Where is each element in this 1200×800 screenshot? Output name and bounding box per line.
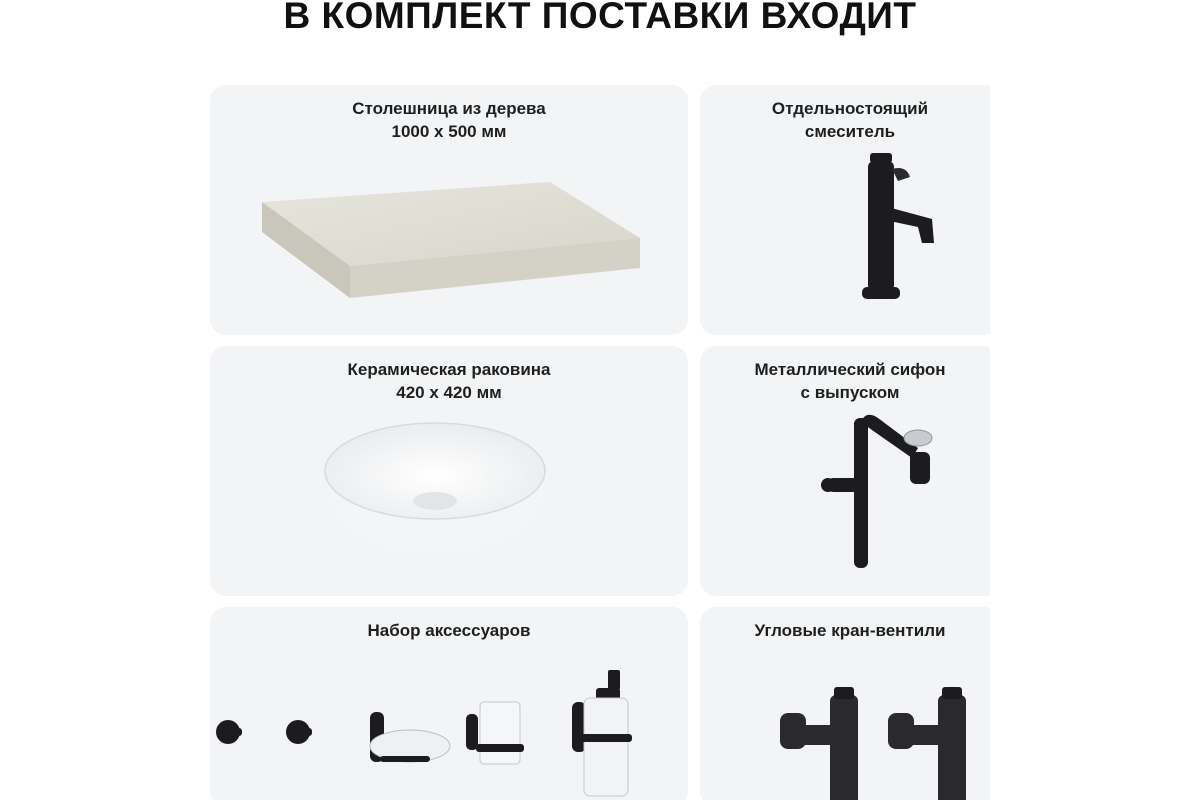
countertop-icon bbox=[250, 180, 650, 310]
item-title-line2: с выпуском bbox=[800, 383, 900, 402]
item-title-line1: Угловые кран-вентили bbox=[754, 621, 946, 640]
item-title bbox=[210, 97, 688, 143]
item-title-line2: смеситель bbox=[804, 122, 896, 141]
item-card-mixer bbox=[700, 85, 1000, 335]
item-card-sink bbox=[210, 346, 688, 596]
sink-bowl-icon bbox=[320, 411, 550, 561]
item-card-countertop bbox=[210, 85, 688, 335]
item-title-line1: Набор аксессуаров bbox=[367, 621, 531, 640]
page-heading: В КОМПЛЕКТ ПОСТАВКИ ВХОДИТ bbox=[283, 0, 917, 36]
soap-dispenser-icon bbox=[572, 670, 632, 796]
soap-dish-icon bbox=[370, 712, 450, 762]
accessories-icon bbox=[210, 662, 688, 800]
item-title-line2: 1000 x 500 мм bbox=[391, 122, 507, 141]
angle-valve-icon bbox=[770, 685, 990, 800]
item-title bbox=[210, 619, 688, 642]
robe-hook-icon bbox=[216, 720, 242, 744]
item-card-siphon bbox=[700, 346, 1000, 596]
faucet-icon bbox=[840, 147, 960, 317]
item-title bbox=[700, 97, 1000, 143]
item-title bbox=[210, 358, 688, 404]
page-edge-mask bbox=[990, 80, 1200, 800]
robe-hook-icon bbox=[286, 720, 312, 744]
item-card-accessories bbox=[210, 607, 688, 800]
item-title bbox=[700, 358, 1000, 404]
item-card-valves bbox=[700, 607, 1000, 800]
item-title-line2: 420 x 420 мм bbox=[396, 383, 502, 402]
siphon-icon bbox=[820, 408, 960, 568]
item-title bbox=[700, 619, 1000, 642]
tumbler-holder-icon bbox=[466, 702, 524, 764]
item-title-line1: Металлический сифон bbox=[754, 360, 946, 379]
item-title-line1: Керамическая раковина bbox=[347, 360, 551, 379]
item-title-line1: Отдельностоящий bbox=[771, 99, 929, 118]
item-title-line1: Столешница из дерева bbox=[352, 99, 546, 118]
